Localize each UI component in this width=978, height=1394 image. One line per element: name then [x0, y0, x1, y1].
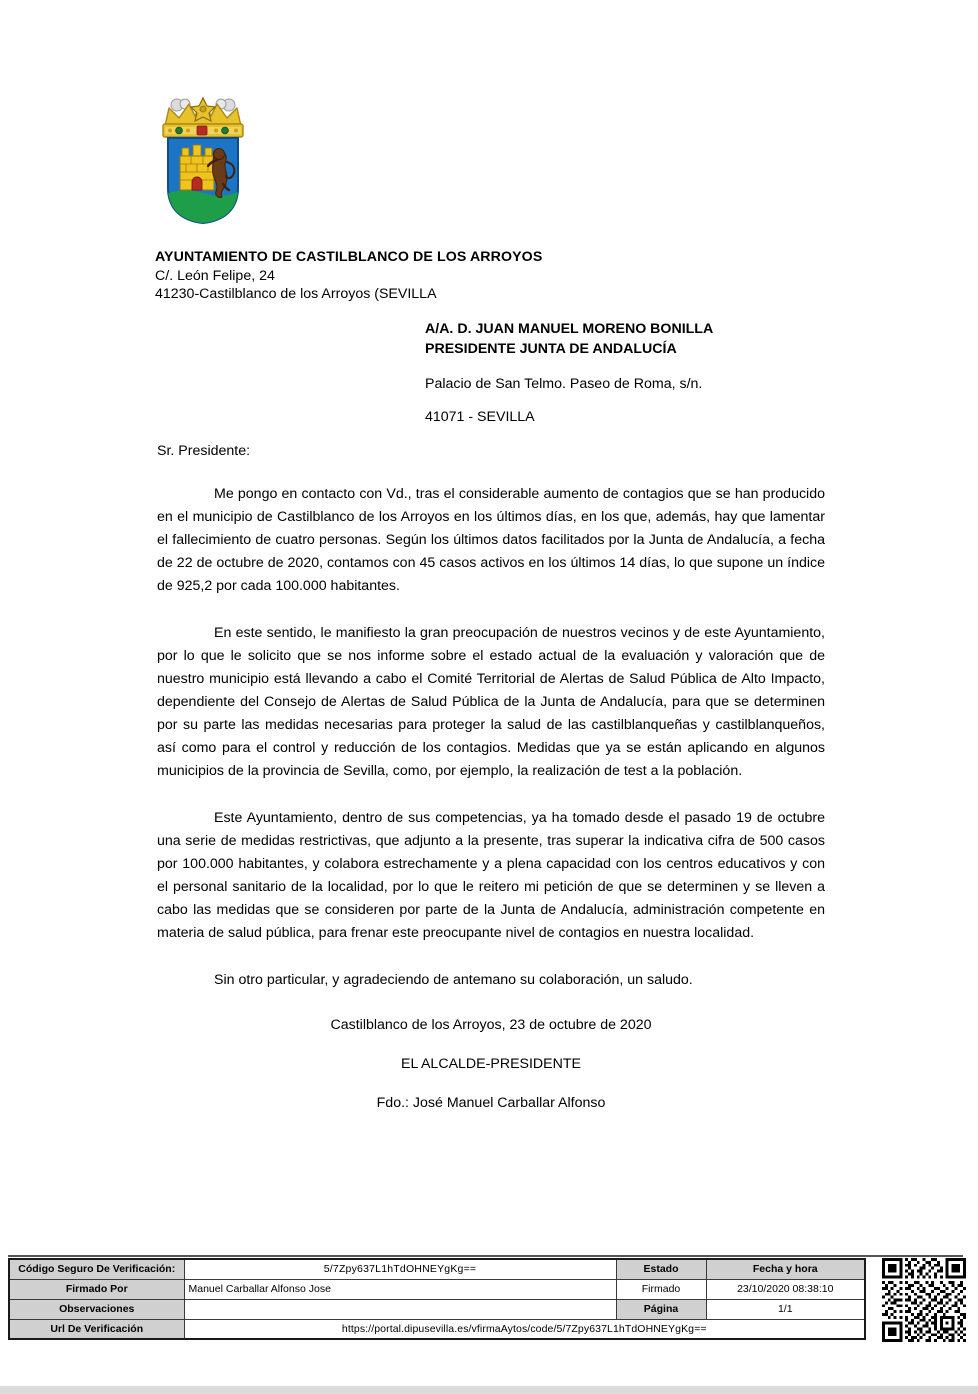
place-and-date: Castilblanco de los Arroyos, 23 de octubre de 2020 — [330, 1017, 652, 1033]
letter-body — [157, 443, 825, 1115]
recipient-address: Palacio de San Telmo. Paseo de Roma, s/n. — [425, 376, 703, 393]
recipient-role: PRESIDENTE JUNTA DE ANDALUCÍA — [425, 340, 677, 357]
recipient-city: 41071 - SEVILLA — [425, 409, 535, 426]
table-row — [9, 1299, 865, 1319]
observaciones-value — [184, 1299, 616, 1319]
estado-label: Estado — [616, 1259, 706, 1279]
signer-title: EL ALCALDE-PRESIDENTE — [400, 1056, 582, 1072]
pagina-value: 1/1 — [706, 1299, 865, 1319]
body-paragraph-1: Me pongo en contacto con Vd., tras el considerable aumento de contagios que se han producido en el municipio de Castilblanco de los Arroyos en los últimos días, en los que, además, hay que lamentar el fallecimiento de cuatro personas. Según los últimos datos facilitados por la Junta de Andalucía, a fecha de 22 de octubre de 2020, contamos con 45 casos activos en los últimos 14 días, lo que supone un índice de 925,2 por cada 100.000 habitantes. — [157, 486, 825, 594]
fecha-label: Fecha y hora — [706, 1259, 865, 1279]
qr-code-icon[interactable] — [882, 1258, 966, 1342]
spacer — [157, 1076, 825, 1092]
spacer — [157, 992, 825, 1014]
firmado-por-value: Manuel Carballar Alfonso Jose — [184, 1279, 616, 1299]
csv-label: Código Seguro De Verificación: — [9, 1259, 184, 1279]
coat-of-arms-icon — [155, 92, 251, 226]
letterhead — [155, 92, 855, 304]
verification-table — [8, 1258, 866, 1340]
organization-block — [155, 248, 855, 304]
organization-city: 41230-Castilblanco de los Arroyos (SEVILLA — [155, 286, 437, 303]
footer-divider — [8, 1255, 963, 1257]
body-paragraph-3: Este Ayuntamiento, dentro de sus competencias, ya ha tomado desde el pasado 19 de octubre una serie de medidas restrictivas, que adjunto a la presente, tras superar la indicativa cifra de 500 casos por 100.000 habitantes, y colabora estrechamente y a plena capacidad con los centros educativos y con el personal sanitario de la localidad, por lo que le reitero mi petición de que se determinen y se lleven a cabo las medidas que se consideren por parte de la Junta de Andalucía, administración competente en materia de salud pública, para frenar este preocupante nivel de contagios en nuestra localidad. — [157, 810, 825, 941]
estado-value: Firmado — [616, 1279, 706, 1299]
organization-name: AYUNTAMIENTO DE CASTILBLANCO DE LOS ARROYOS — [155, 249, 543, 265]
table-row — [9, 1259, 865, 1279]
body-paragraph-2: En este sentido, le manifiesto la gran preocupación de nuestros vecinos y de este Ayuntamiento, por lo que le solicito que se nos informe sobre el estado actual de la evaluación y valoración que de nuestro municipio está llevando a cabo el Comité Territorial de Alertas de Salud Pública de Alto Impacto, dependiente del Consejo de Alertas de Salud Pública de la Junta de Andalucía, para que se determinen por su parte las medidas necesarias para proteger la salud de las castilblanqueñas y castilblanqueños, así como para el control y reducción de los contagios. Medidas que ya se están aplicando en algunos municipios de la provincia de Sevilla, como, por ejemplo, la realización de test a la población. — [157, 625, 825, 779]
observaciones-label: Observaciones — [9, 1299, 184, 1319]
signer-name: Fdo.: José Manuel Carballar Alfonso — [376, 1095, 606, 1111]
page-bottom-edge — [0, 1386, 978, 1394]
url-label: Url De Verificación — [9, 1319, 184, 1339]
table-row — [9, 1279, 865, 1299]
recipient-name: A/A. D. JUAN MANUEL MORENO BONILLA — [425, 321, 714, 337]
salutation: Sr. Presidente: — [157, 443, 251, 459]
fecha-value: 23/10/2020 08:38:10 — [706, 1279, 865, 1299]
table-row — [9, 1319, 865, 1339]
verification-footer — [8, 1258, 971, 1342]
organization-street: C/. León Felipe, 24 — [155, 267, 275, 284]
pagina-label: Página — [616, 1299, 706, 1319]
spacer — [157, 1037, 825, 1053]
csv-value: 5/7Zpy637L1hTdOHNEYgKg== — [184, 1259, 616, 1279]
firmado-por-label: Firmado Por — [9, 1279, 184, 1299]
closing-line: Sin otro particular, y agradeciendo de antemano su colaboración, un saludo. — [214, 972, 693, 988]
recipient-block — [425, 320, 845, 425]
url-value[interactable]: https://portal.dipusevilla.es/vfirmaAytos/code/5/7Zpy637L1hTdOHNEYgKg== — [184, 1319, 865, 1339]
